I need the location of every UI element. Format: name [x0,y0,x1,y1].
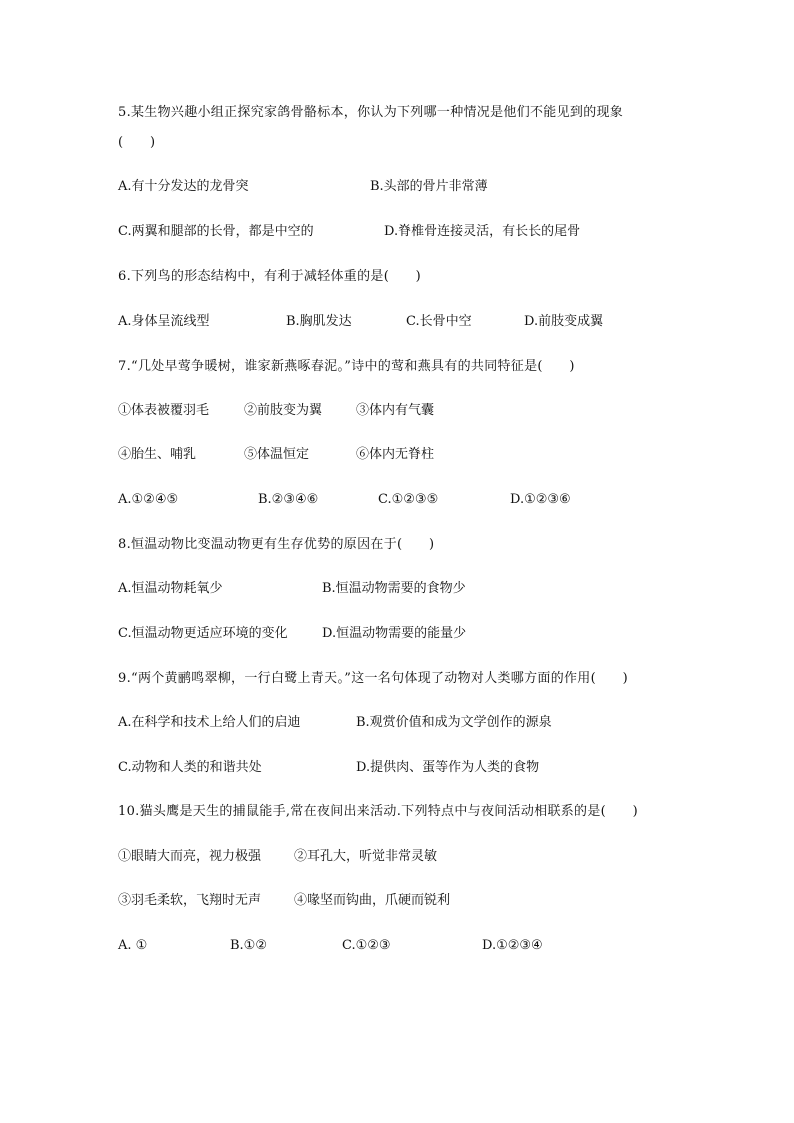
q8-stem: 8.恒温动物比变温动物更有生存优势的原因在于( ) [118,537,435,552]
q9-option-d: D.提供肉、蛋等作为人类的食物 [356,760,540,775]
q8-option-b: B.恒温动物需要的食物少 [322,581,466,596]
q9-stem: 9.“两个黄鹂鸣翠柳，一行白鹭上青天。”这一名句体现了动物对人类哪方面的作用( ) [118,671,628,686]
q10-option-a: A. ① [118,938,148,953]
q10-option-b: B.①② [230,938,267,953]
q7-item-4: ④胎生、哺乳 [118,447,197,462]
q9-options-row1 [118,714,718,732]
q8-option-a: A.恒温动物耗氧少 [118,581,223,596]
q7-item-5: ⑤体温恒定 [244,447,310,462]
q5-stem: 5.某生物兴趣小组正探究家鸽骨骼标本，你认为下列哪一种情况是他们不能见到的现象 [118,105,624,120]
q7-options [118,491,718,509]
q7-item-6: ⑥体内无脊柱 [356,447,435,462]
q9-option-b: B.观赏价值和成为文学创作的源泉 [356,715,552,730]
q6-option-c: C.长骨中空 [406,314,472,329]
q7-option-c: C.①②③⑤ [378,492,439,507]
q7-option-a: A.①②④⑤ [118,492,179,507]
q10-item-3: ③羽毛柔软，飞翔时无声 [118,893,262,908]
q9-option-c: C.动物和人类的和谐共处 [118,760,262,775]
q7-items-row1 [118,402,718,420]
q7-item-2: ②前肢变为翼 [244,403,323,418]
q5-option-c: C.两翼和腿部的长骨，都是中空的 [118,224,314,239]
q5-option-b: B.头部的骨片非常薄 [370,179,488,194]
q7-item-1: ①体表被覆羽毛 [118,403,210,418]
q7-stem: 7.“几处早莺争暖树，谁家新燕啄春泥。”诗中的莺和燕具有的共同特征是( ) [118,359,575,374]
q10-options [118,937,718,955]
q6-stem: 6.下列鸟的形态结构中，有利于减轻体重的是( ) [118,269,422,284]
q5-options-row2 [118,223,718,241]
q8-options-row2 [118,625,718,643]
q7-option-d: D.①②③⑥ [510,492,571,507]
q5-paren: ( ) [118,135,156,150]
q10-item-4: ④喙坚而钩曲，爪硬而锐利 [294,893,451,908]
q9-options-row2 [118,759,718,777]
q5-option-d: D.脊椎骨连接灵活，有长长的尾骨 [384,224,581,239]
q6-option-b: B.胸肌发达 [286,314,352,329]
q10-items-row1 [118,848,718,866]
q10-stem: 10.猫头鹰是天生的捕鼠能手,常在夜间出来活动.下列特点中与夜间活动相联系的是( ) [118,804,638,819]
q6-option-d: D.前肢变成翼 [524,314,604,329]
q7-items-row2 [118,446,718,464]
q7-item-3: ③体内有气囊 [356,403,435,418]
q5-options-row1 [118,178,718,196]
q10-item-1: ①眼睛大而亮，视力极强 [118,849,262,864]
q10-items-row2 [118,892,718,910]
q7-option-b: B.②③④⑥ [258,492,319,507]
q8-option-d: D.恒温动物需要的能量少 [322,626,467,641]
q8-options-row1 [118,580,718,598]
q10-option-d: D.①②③④ [482,938,543,953]
q8-option-c: C.恒温动物更适应环境的变化 [118,626,288,641]
q9-option-a: A.在科学和技术上给人们的启迪 [118,715,301,730]
q10-option-c: C.①②③ [342,938,391,953]
q10-item-2: ②耳孔大，听觉非常灵敏 [294,849,438,864]
q6-options [118,313,718,331]
q6-option-a: A.身体呈流线型 [118,314,210,329]
q5-option-a: A.有十分发达的龙骨突 [118,179,249,194]
